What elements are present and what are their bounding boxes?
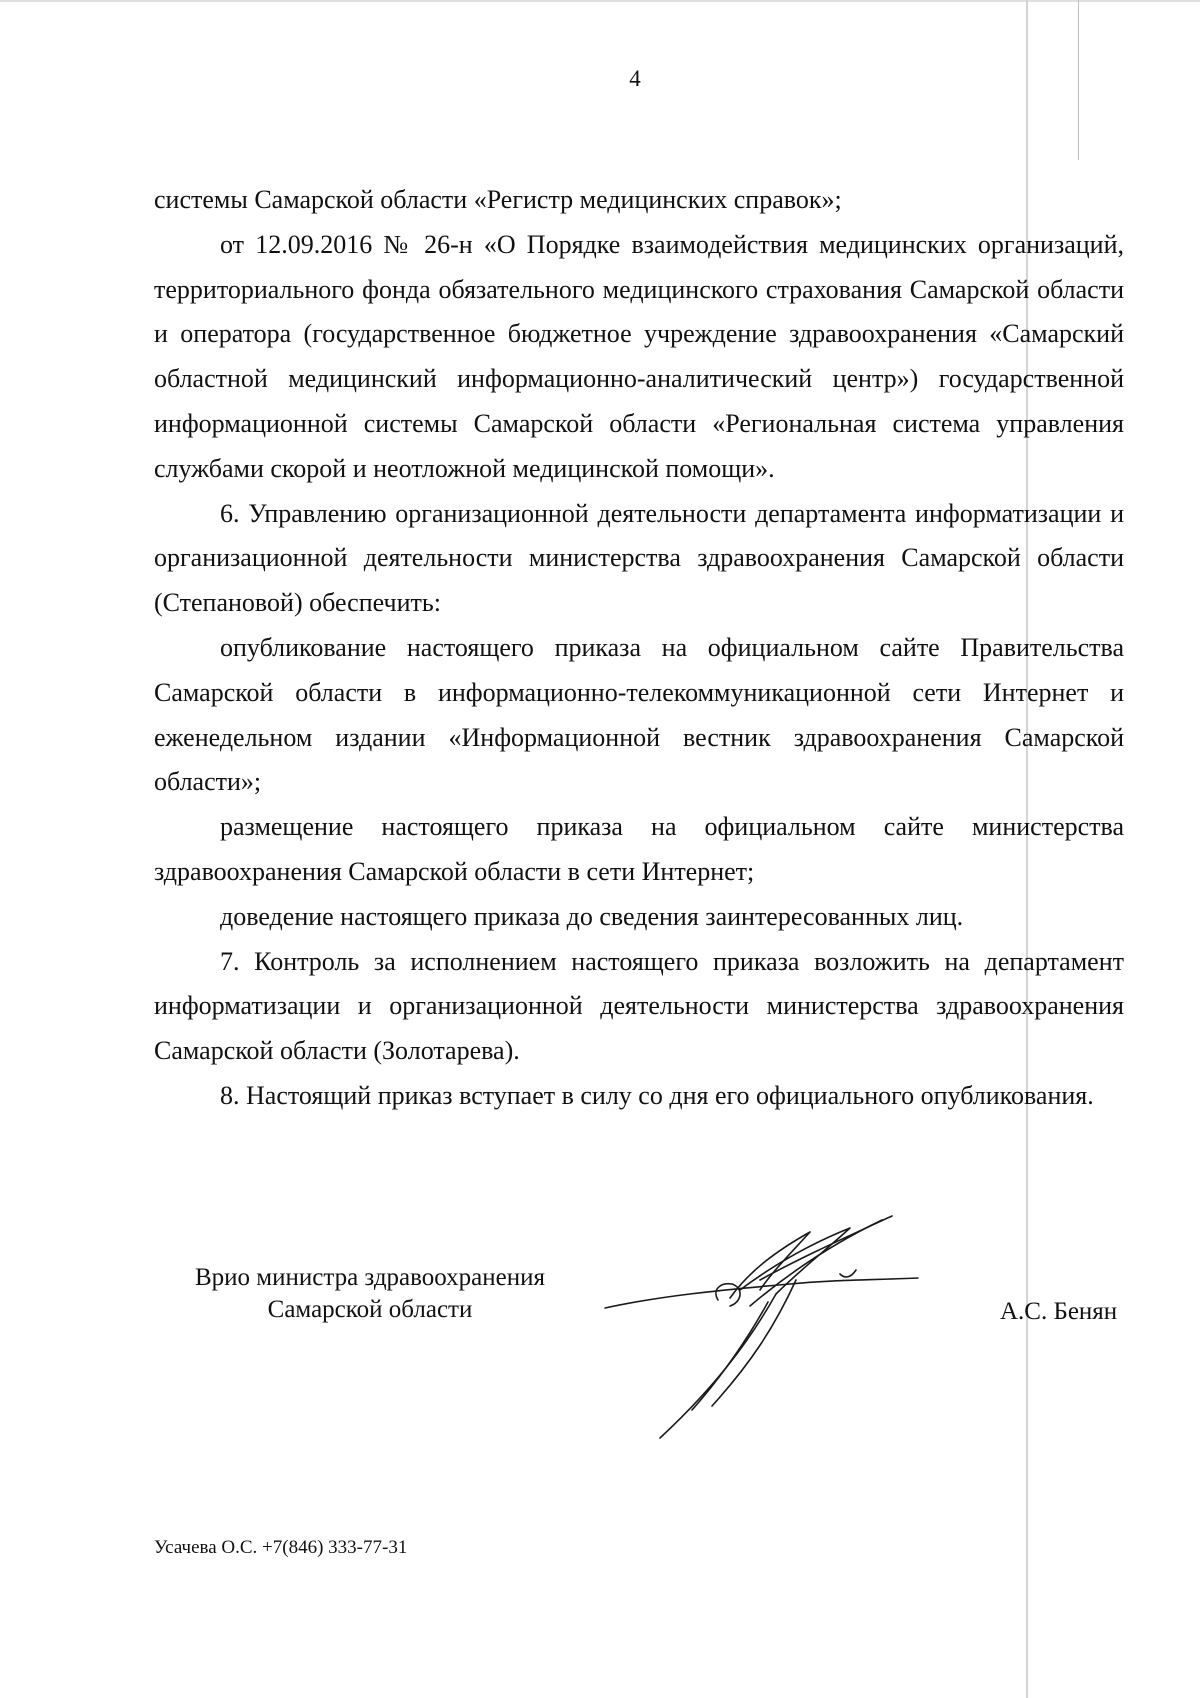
signatory-position-line: Врио министра здравоохранения bbox=[194, 1264, 545, 1291]
paragraph: опубликование настоящего приказа на официальном сайте Правительства Самарской области в информационно-телекоммуникационной сети Интернет и еженедельном издании «Информационной вестник здравоохранения Самарской области»; bbox=[154, 632, 1124, 797]
paragraph: системы Самарской области «Регистр медицинских справок»; bbox=[154, 185, 842, 214]
scan-edge-line bbox=[0, 0, 1200, 2]
document-body bbox=[154, 178, 1124, 1119]
paragraph: 7. Контроль за исполнением настоящего приказа возложить на департамент информатизации и организационной деятельности министерства здравоохранения Самарской области (Золотарева). bbox=[154, 946, 1124, 1066]
paragraph: 8. Настоящий приказ вступает в силу со дня его официального опубликования. bbox=[220, 1080, 1094, 1110]
paragraph: 6. Управлению организационной деятельности департамента информатизации и организационной деятельности министерства здравоохранения Самарской области (Степановой) обеспечить: bbox=[154, 498, 1124, 618]
signatory-position bbox=[160, 1262, 580, 1326]
signatory-name: А.С. Бенян bbox=[1000, 1298, 1118, 1325]
signatory-position-line: Самарской области bbox=[267, 1296, 473, 1323]
paragraph: размещение настоящего приказа на официальном сайте министерства здравоохранения Самарской области в сети Интернет; bbox=[154, 812, 1124, 886]
handwritten-signature bbox=[600, 1210, 960, 1460]
page-number: 4 bbox=[629, 66, 641, 91]
paragraph: доведение настоящего приказа до сведения заинтересованных лиц. bbox=[220, 901, 964, 931]
paragraph: от 12.09.2016 № 26-н «О Порядке взаимодействия медицинских организаций, территориального фонда обязательного медицинского страхования Самарской области и оператора (государственное бюджетное учреждение здравоохранения «Самарский областной медицинский информационно-аналитический центр») государственной информационной системы Самарской области «Региональная система управления службами скорой и неотложной медицинской помощи». bbox=[154, 229, 1124, 483]
contact-info: Усачева О.С. +7(846) 333-77-31 bbox=[154, 1537, 408, 1558]
